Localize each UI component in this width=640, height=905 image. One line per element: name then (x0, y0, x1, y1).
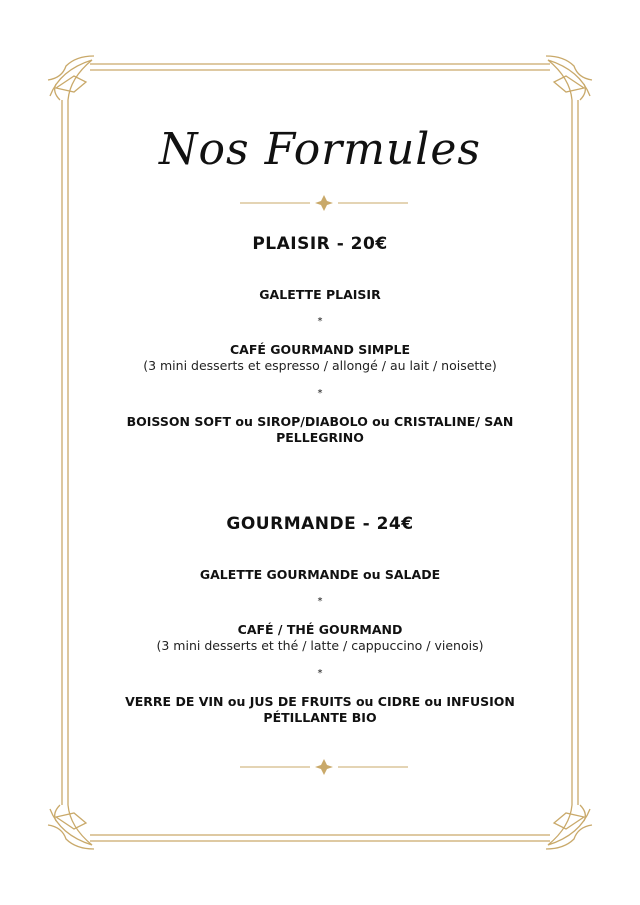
item-separator: * (317, 596, 323, 607)
item-separator: * (317, 668, 323, 679)
formula-gourmande-title: GOURMANDE - 24€ (226, 514, 414, 534)
formula-plaisir-item-2-note: (3 mini desserts et espresso / allongé / au lait / noisette) (143, 358, 497, 373)
star-divider-bottom (236, 759, 412, 775)
formula-plaisir-title: PLAISIR - 20€ (252, 234, 388, 254)
item-separator: * (317, 316, 323, 327)
formula-gourmande-item-2: CAFÉ / THÉ GOURMAND (237, 622, 403, 637)
formula-plaisir-item-3: BOISSON SOFT ou SIROP/DIABOLO ou CRISTALINE/ SAN PELLEGRINO (126, 414, 514, 445)
formula-plaisir-item-2: CAFÉ GOURMAND SIMPLE (230, 342, 410, 357)
page-title: Nos Formules (159, 124, 481, 175)
formula-gourmande-item-2-note: (3 mini desserts et thé / latte / cappuccino / vienois) (156, 638, 484, 653)
item-separator: * (317, 388, 323, 399)
formula-gourmande-item-3: VERRE DE VIN ou JUS DE FRUITS ou CIDRE ou INFUSION PÉTILLANTE BIO (125, 694, 515, 725)
formula-plaisir-item-1: GALETTE PLAISIR (259, 287, 381, 302)
formula-gourmande-item-1: GALETTE GOURMANDE ou SALADE (199, 567, 441, 582)
star-divider-top (236, 195, 412, 211)
